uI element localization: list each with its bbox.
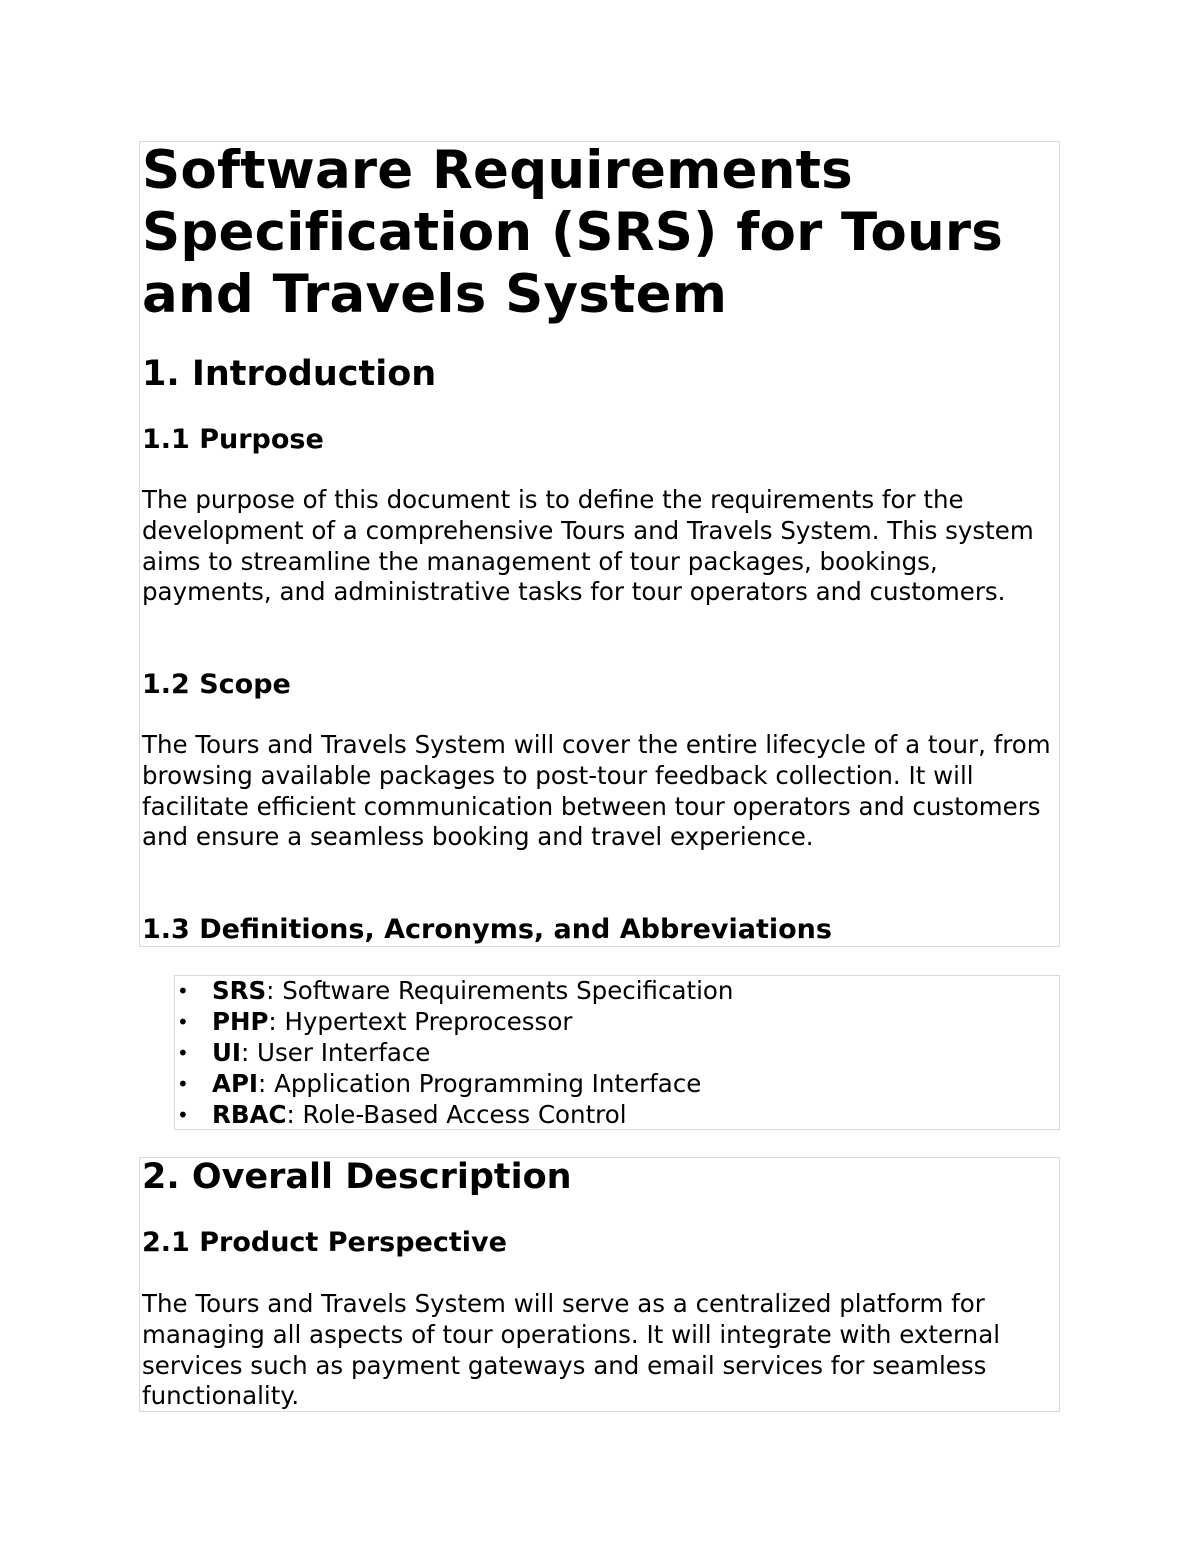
bullet-icon: •: [177, 1103, 189, 1127]
definition-term: API: [212, 1069, 259, 1098]
definition-text: : Hypertext Preprocessor: [268, 1007, 573, 1036]
section-heading-overall-description: 2. Overall Description: [142, 1157, 572, 1197]
definition-term: RBAC: [212, 1100, 287, 1129]
bullet-icon: •: [177, 979, 189, 1003]
definition-text: : User Interface: [241, 1038, 431, 1067]
scope-paragraph: The Tours and Travels System will cover the entire lifecycle of a tour, from browsing available packages to post-tour feedback collection. It will facilitate efficient communication between tour operators and customers and ensure a seamless booking and travel experience.: [142, 730, 1051, 852]
bullet-icon: •: [177, 1041, 189, 1065]
bullet-icon: •: [177, 1072, 189, 1096]
document-title: Software Requirements Specification (SRS) for Tours and Travels System: [142, 140, 1003, 325]
bullet-icon: •: [177, 1010, 189, 1034]
section-heading-introduction: 1. Introduction: [142, 354, 437, 394]
subsection-heading-product-perspective: 2.1 Product Perspective: [142, 1227, 507, 1258]
definition-term: UI: [212, 1038, 242, 1067]
definitions-list: [174, 975, 1054, 1130]
definition-text: : Application Programming Interface: [258, 1069, 702, 1098]
subsection-heading-definitions: 1.3 Definitions, Acronyms, and Abbreviations: [142, 914, 832, 945]
list-item: [174, 1068, 1054, 1099]
list-item: [174, 1037, 1054, 1068]
subsection-heading-scope: 1.2 Scope: [142, 669, 291, 700]
list-item: [174, 1006, 1054, 1037]
definition-term: PHP: [212, 1007, 269, 1036]
list-item: [174, 1099, 1054, 1130]
definition-text: : Role-Based Access Control: [286, 1100, 627, 1129]
list-item: [174, 975, 1054, 1006]
definition-text: : Software Requirements Specification: [266, 976, 734, 1005]
product-perspective-paragraph: The Tours and Travels System will serve as a centralized platform for managing all aspects of tour operations. It will integrate with external services such as payment gateways and email services for seamless functionality.: [142, 1289, 1001, 1411]
subsection-heading-purpose: 1.1 Purpose: [142, 424, 324, 455]
definition-term: SRS: [212, 976, 267, 1005]
purpose-paragraph: The purpose of this document is to define the requirements for the development of a comprehensive Tours and Travels System. This system aims to streamline the management of tour packages, bookings, payments, and administrative tasks for tour operators and customers.: [142, 485, 1034, 607]
